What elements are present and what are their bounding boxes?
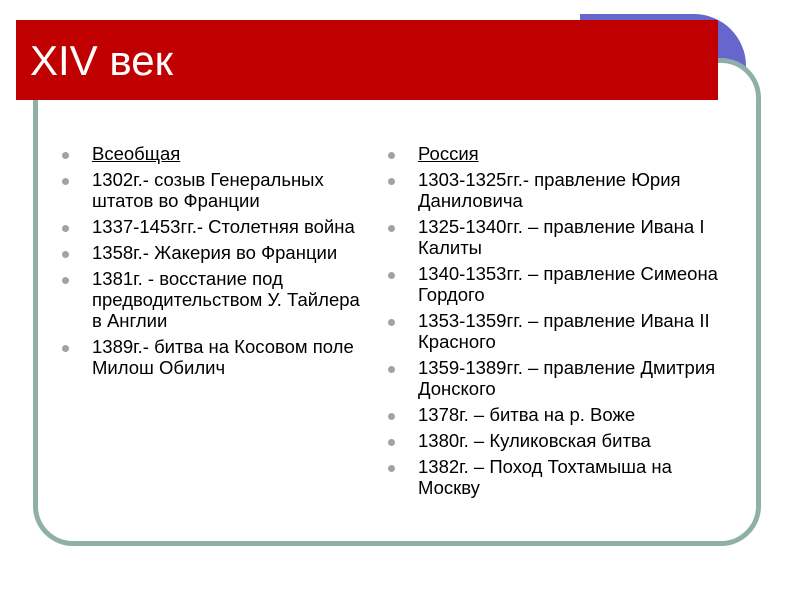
list-item-heading-russia	[388, 143, 728, 164]
list-item-text: 1380г. – Куликовская битва	[418, 430, 651, 451]
bullet-icon	[62, 251, 69, 258]
list-item	[388, 216, 728, 258]
bullet-icon	[388, 152, 395, 159]
list-item-heading-world	[62, 143, 362, 164]
list-item	[62, 216, 362, 237]
bullet-icon	[62, 277, 69, 284]
list-item	[388, 310, 728, 352]
list-item	[62, 169, 362, 211]
list-item-text: Всеобщая	[92, 143, 181, 164]
bullet-icon	[62, 225, 69, 232]
slide-title: XIV век	[30, 37, 173, 84]
bullet-icon	[388, 439, 395, 446]
list-item	[62, 242, 362, 263]
list-item-text: 1340-1353гг. – правление Симеона Гордого	[418, 263, 718, 305]
bullet-icon	[388, 366, 395, 373]
list-item	[388, 430, 728, 451]
list-item-text: 1382г. – Поход Тохтамыша на Москву	[418, 456, 672, 498]
list-item-text: 1325-1340гг. – правление Ивана I Калиты	[418, 216, 705, 258]
list-item-text: 1302г.- созыв Генеральных штатов во Франции	[92, 169, 324, 211]
bullet-icon	[388, 178, 395, 185]
bullet-icon	[62, 178, 69, 185]
list-item	[388, 456, 728, 498]
bullet-icon	[388, 272, 395, 279]
bullet-icon	[388, 319, 395, 326]
right-column-list	[388, 143, 728, 503]
list-item	[62, 336, 362, 378]
bullet-icon	[388, 413, 395, 420]
bullet-icon	[388, 465, 395, 472]
list-item-text: 1303-1325гг.- правление Юрия Даниловича	[418, 169, 681, 211]
list-item-text: 1381г. - восстание под предводительством У. Тайлера в Англии	[92, 268, 360, 331]
title-bar	[16, 20, 718, 100]
list-item-text: 1353-1359гг. – правление Ивана II Красного	[418, 310, 710, 352]
list-item	[388, 263, 728, 305]
list-item-text: 1389г.- битва на Косовом поле Милош Обилич	[92, 336, 354, 378]
list-item	[62, 268, 362, 331]
list-item-text: Россия	[418, 143, 479, 164]
list-item-text: 1359-1389гг. – правление Дмитрия Донского	[418, 357, 716, 399]
bullet-icon	[388, 225, 395, 232]
list-item-text: 1337-1453гг.- Столетняя война	[92, 216, 355, 237]
list-item-text: 1378г. – битва на р. Воже	[418, 404, 636, 425]
bullet-icon	[62, 345, 69, 352]
left-column-list	[62, 143, 362, 383]
list-item	[388, 357, 728, 399]
bullet-icon	[62, 152, 69, 159]
list-item-text: 1358г.- Жакерия во Франции	[92, 242, 338, 263]
list-item	[388, 404, 728, 425]
list-item	[388, 169, 728, 211]
